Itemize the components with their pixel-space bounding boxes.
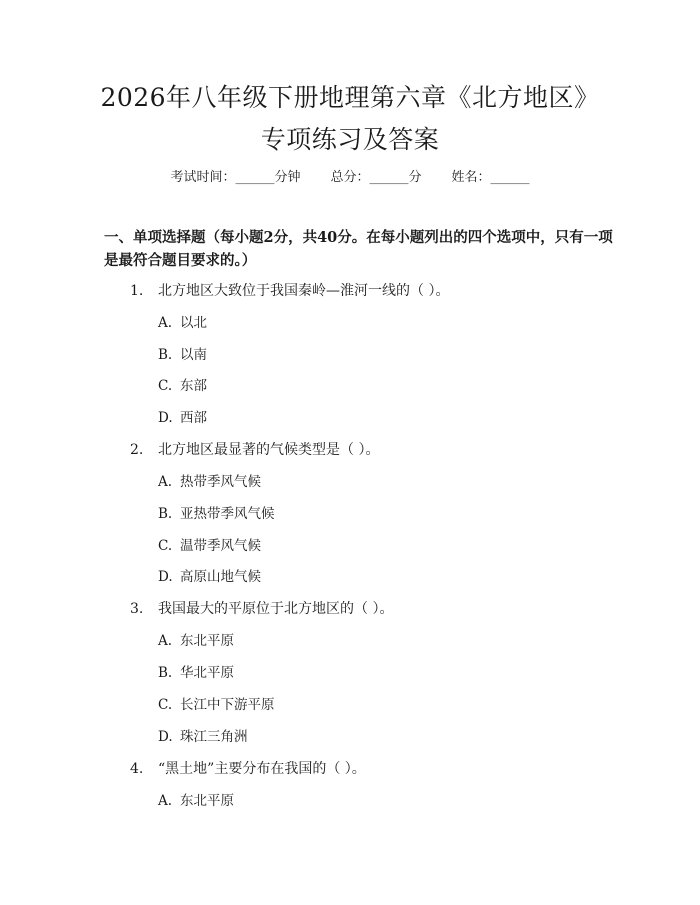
question-2 [130,440,379,460]
option-letter: C. [158,378,173,394]
option-letter: B. [158,665,173,681]
option-letter: C. [158,538,173,554]
section-heading: 一、单项选择题（每小题2分，共40分。在每小题列出的四个选项中，只有一项是最符合题目要求的。） [104,229,613,269]
option-letter: A. [158,793,173,809]
option-text: 华北平原 [180,665,234,681]
option-letter: D. [158,410,173,426]
option-1b [158,345,207,365]
question-number: 3. [130,601,144,617]
question-number: 4. [130,761,144,777]
question-number: 2. [130,442,144,458]
question-3 [130,599,393,619]
option-text: 珠江三角洲 [180,729,248,745]
option-2c [158,536,261,556]
option-letter: A. [158,315,173,331]
question-text: 我国最大的平原位于北方地区的（ ）。 [158,601,394,617]
option-text: 西部 [180,410,207,426]
option-text: 以南 [180,347,207,363]
question-text: “黑土地”主要分布在我国的（ ）。 [158,761,366,777]
option-text: 温带季风气候 [180,538,261,554]
option-3c [158,695,275,715]
option-text: 东北平原 [180,793,234,809]
option-4a [158,791,234,811]
question-text: 北方地区大致位于我国秦岭—淮河一线的（ ）。 [158,283,450,299]
option-2b [158,504,275,524]
option-3a [158,631,234,651]
option-1d [158,408,207,428]
option-1a [158,313,207,333]
page-title: 2026年八年级下册地理第六章《北方地区》 [100,83,600,112]
option-letter: D. [158,569,173,585]
question-number: 1. [130,283,144,299]
name-label: 姓名：______ [451,170,530,185]
option-text: 高原山地气候 [180,569,261,585]
option-letter: A. [158,474,173,490]
page-subtitle: 专项练习及答案 [260,125,440,154]
option-1c [158,376,207,396]
option-2d [158,567,261,587]
option-letter: C. [158,697,173,713]
question-1 [130,281,449,301]
option-letter: B. [158,347,173,363]
option-3b [158,663,234,683]
option-text: 长江中下游平原 [180,697,275,713]
question-text: 北方地区最显著的气候类型是（ ）。 [158,442,380,458]
option-text: 东北平原 [180,633,234,649]
exam-info [0,168,700,188]
option-letter: B. [158,506,173,522]
option-letter: A. [158,633,173,649]
option-text: 热带季风气候 [180,474,261,490]
option-text: 东部 [180,378,207,394]
option-letter: D. [158,729,173,745]
exam-time-label: 考试时间：______分钟 [170,170,301,185]
option-text: 亚热带季风气候 [180,506,275,522]
option-text: 以北 [180,315,207,331]
total-score-label: 总分：______分 [330,170,422,185]
option-2a [158,472,261,492]
question-4 [130,759,366,779]
option-3d [158,727,248,747]
